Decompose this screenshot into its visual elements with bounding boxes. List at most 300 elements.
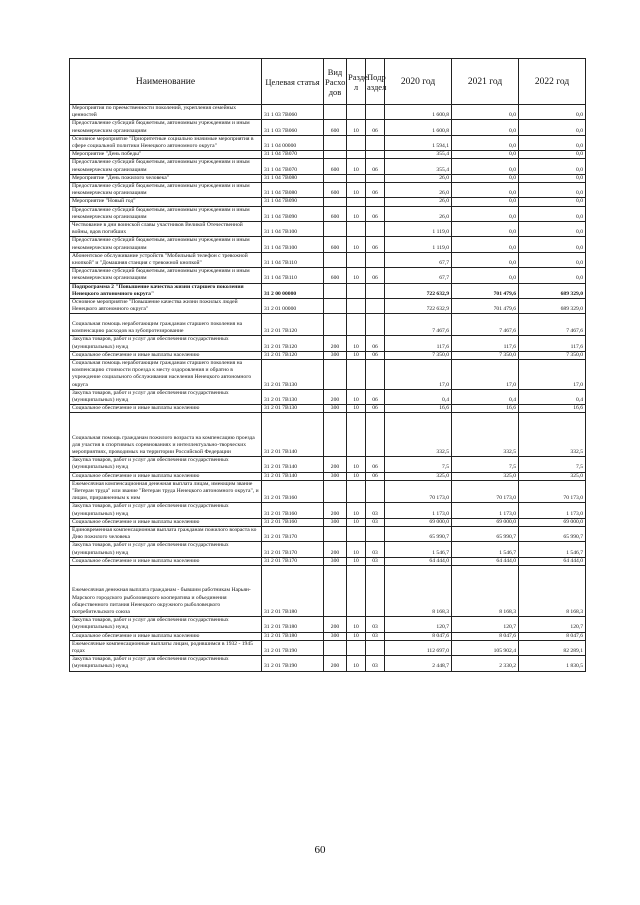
row-value-2020: 8 047,6	[385, 632, 452, 640]
row-subsection	[366, 566, 385, 617]
row-value-2022: 0,0	[519, 268, 586, 283]
row-value-2020: 16,6	[385, 405, 452, 413]
row-target-article: 31 1 04 7В100	[262, 222, 324, 237]
table-body	[70, 105, 586, 672]
row-expense-type: 600	[324, 237, 347, 252]
table-row	[70, 336, 586, 351]
row-value-2020: 26,0	[385, 174, 452, 182]
row-section	[347, 566, 366, 617]
row-value-2022: 325,0	[519, 472, 586, 480]
row-value-2021: 65 990,7	[452, 527, 519, 542]
row-section	[347, 135, 366, 150]
row-value-2020: 325,0	[385, 472, 452, 480]
row-name: Ежемесячная компенсационная денежная выплата лицам, имеющим звание "Ветеран труда" или звание "Ветеран труда Ненецкого автономного округа", и лицам, приравненным к ним	[70, 480, 262, 503]
row-value-2021: 0,0	[452, 105, 519, 120]
row-target-article: 31 1 04 7В070	[262, 151, 324, 159]
row-expense-type: 600	[324, 268, 347, 283]
row-value-2020: 8 168,3	[385, 566, 452, 617]
row-value-2021: 70 173,0	[452, 480, 519, 503]
budget-table-sheet	[69, 58, 585, 672]
row-value-2020: 1 594,1	[385, 135, 452, 150]
row-section: 10	[347, 351, 366, 359]
row-value-2020: 69 000,0	[385, 518, 452, 526]
row-value-2021: 16,6	[452, 405, 519, 413]
row-value-2021: 8 168,3	[452, 566, 519, 617]
row-value-2020: 1 600,8	[385, 120, 452, 135]
row-target-article: 31 2 01 7В170	[262, 542, 324, 557]
row-name: Закупка товаров, работ и услуг для обеспечения государственных (муниципальных) нужд	[70, 457, 262, 472]
row-target-article: 31 2 00 00000	[262, 283, 324, 298]
row-name: Социальное обеспечение и иные выплаты населению	[70, 632, 262, 640]
row-target-article: 31 1 04 7В110	[262, 252, 324, 267]
header-expense-type: Вид Расхо дов	[324, 59, 347, 105]
row-subsection: 03	[366, 518, 385, 526]
row-value-2020: 26,0	[385, 206, 452, 221]
row-section: 10	[347, 518, 366, 526]
row-section	[347, 640, 366, 655]
row-subsection: 06	[366, 405, 385, 413]
row-expense-type	[324, 359, 347, 389]
row-value-2020: 1 546,7	[385, 542, 452, 557]
row-value-2021: 0,0	[452, 206, 519, 221]
row-value-2021: 0,0	[452, 159, 519, 174]
table-row	[70, 351, 586, 359]
page-number: 60	[314, 844, 326, 856]
row-section	[347, 314, 366, 336]
row-value-2020: 7 467,6	[385, 314, 452, 336]
row-value-2022: 0,0	[519, 174, 586, 182]
row-subsection: 03	[366, 542, 385, 557]
row-expense-type: 300	[324, 632, 347, 640]
row-expense-type: 200	[324, 656, 347, 671]
row-value-2020: 17,0	[385, 359, 452, 389]
table-row	[70, 268, 586, 283]
row-value-2022: 0,0	[519, 151, 586, 159]
row-target-article: 31 2 01 7В130	[262, 359, 324, 389]
row-value-2022: 1 546,7	[519, 542, 586, 557]
row-target-article: 31 2 01 7В140	[262, 457, 324, 472]
row-name: Социальное обеспечение и иные выплаты населению	[70, 351, 262, 359]
row-expense-type: 300	[324, 405, 347, 413]
row-expense-type: 300	[324, 557, 347, 565]
table-row	[70, 632, 586, 640]
row-section: 10	[347, 632, 366, 640]
row-section	[347, 413, 366, 457]
row-name: Предоставление субсидий бюджетным, автономным учреждениям и иным некоммерческим организациям	[70, 183, 262, 198]
row-subsection	[366, 283, 385, 298]
row-subsection	[366, 314, 385, 336]
row-value-2020: 722 632,9	[385, 283, 452, 298]
table-row	[70, 503, 586, 518]
row-expense-type	[324, 527, 347, 542]
row-subsection	[366, 480, 385, 503]
row-value-2022: 0,0	[519, 135, 586, 150]
row-section: 10	[347, 206, 366, 221]
row-value-2020: 1 119,0	[385, 222, 452, 237]
row-expense-type: 600	[324, 206, 347, 221]
row-value-2022: 0,0	[519, 222, 586, 237]
row-value-2020: 70 173,0	[385, 480, 452, 503]
table-row	[70, 518, 586, 526]
row-value-2020: 26,0	[385, 198, 452, 206]
row-value-2022: 117,6	[519, 336, 586, 351]
row-expense-type	[324, 314, 347, 336]
row-value-2020: 355,4	[385, 151, 452, 159]
row-section: 10	[347, 268, 366, 283]
row-subsection	[366, 222, 385, 237]
table-row	[70, 457, 586, 472]
row-value-2022: 1 173,0	[519, 503, 586, 518]
row-target-article: 31 2 01 7В140	[262, 472, 324, 480]
row-value-2021: 325,0	[452, 472, 519, 480]
row-subsection	[366, 359, 385, 389]
row-target-article: 31 1 04 7В100	[262, 237, 324, 252]
row-value-2022: 1 830,5	[519, 656, 586, 671]
row-value-2022: 82 289,1	[519, 640, 586, 655]
table-row	[70, 640, 586, 655]
row-name: Социальное обеспечение и иные выплаты населению	[70, 518, 262, 526]
row-value-2020: 65 990,7	[385, 527, 452, 542]
row-value-2022: 7 467,6	[519, 314, 586, 336]
table-row	[70, 206, 586, 221]
row-section	[347, 151, 366, 159]
table-row	[70, 557, 586, 565]
row-subsection	[366, 174, 385, 182]
row-value-2020: 26,0	[385, 183, 452, 198]
row-section	[347, 105, 366, 120]
row-subsection: 06	[366, 351, 385, 359]
row-name: Предоставление субсидий бюджетным, автономным учреждениям и иным некоммерческим организациям	[70, 268, 262, 283]
row-expense-type	[324, 135, 347, 150]
row-expense-type: 300	[324, 472, 347, 480]
row-name: Социальная помощь гражданам пожилого возраста на компенсацию проезда для участия в спортивных соревнованиях и интеллектуально-творческих мероприятиях, проводимых на территории Российской Федерации	[70, 413, 262, 457]
row-target-article: 31 2 01 7В190	[262, 640, 324, 655]
row-target-article: 31 1 03 7В060	[262, 105, 324, 120]
table-row	[70, 413, 586, 457]
row-name: Предоставление субсидий бюджетным, автономным учреждениям и иным некоммерческим организациям	[70, 206, 262, 221]
header-year-2022: 2022 год	[519, 59, 586, 105]
table-row	[70, 151, 586, 159]
row-name: Социальное обеспечение и иные выплаты населению	[70, 557, 262, 565]
row-subsection: 06	[366, 457, 385, 472]
row-value-2022: 64 444,0	[519, 557, 586, 565]
row-subsection	[366, 198, 385, 206]
row-value-2022: 0,0	[519, 252, 586, 267]
row-value-2021: 0,0	[452, 174, 519, 182]
row-value-2022: 689 329,0	[519, 283, 586, 298]
row-value-2021: 0,0	[452, 222, 519, 237]
row-section	[347, 359, 366, 389]
row-value-2022: 689 329,0	[519, 299, 586, 314]
row-name: Чествование в дни воинской славы участников Великой Отечественной войны, вдов погибших	[70, 222, 262, 237]
header-name: Наименование	[70, 59, 262, 105]
row-subsection	[366, 640, 385, 655]
row-value-2021: 2 330,2	[452, 656, 519, 671]
row-expense-type	[324, 151, 347, 159]
table-row	[70, 527, 586, 542]
row-value-2021: 0,0	[452, 252, 519, 267]
row-subsection	[366, 527, 385, 542]
row-target-article: 31 2 01 7В160	[262, 518, 324, 526]
row-value-2022: 0,0	[519, 105, 586, 120]
row-target-article: 31 2 01 7В180	[262, 566, 324, 617]
row-subsection: 06	[366, 206, 385, 221]
table-row	[70, 359, 586, 389]
row-section	[347, 283, 366, 298]
row-section: 10	[347, 405, 366, 413]
row-name: Мероприятия по преемственности поколений, укрепления семейных ценностей	[70, 105, 262, 120]
row-value-2021: 7 350,0	[452, 351, 519, 359]
row-subsection	[366, 135, 385, 150]
row-name: Ежемесячные компенсационные выплаты лицам, родившимся в 1932 - 1945 годах	[70, 640, 262, 655]
row-subsection	[366, 151, 385, 159]
row-expense-type: 200	[324, 503, 347, 518]
row-expense-type: 600	[324, 120, 347, 135]
row-name: Закупка товаров, работ и услуг для обеспечения государственных (муниципальных) нужд	[70, 503, 262, 518]
row-value-2021: 0,0	[452, 151, 519, 159]
row-name: Социальная помощь неработающим гражданам старшего поколения на компенсацию расходов на зубопротезирование	[70, 314, 262, 336]
row-target-article: 31 1 04 7В080	[262, 183, 324, 198]
row-value-2022: 0,4	[519, 389, 586, 404]
row-name: Предоставление субсидий бюджетным, автономным учреждениям и иным некоммерческим организациям	[70, 120, 262, 135]
header-section: Разде л	[347, 59, 366, 105]
table-row	[70, 656, 586, 671]
row-target-article: 31 1 04 7В090	[262, 198, 324, 206]
row-value-2021: 701 479,6	[452, 283, 519, 298]
table-row	[70, 472, 586, 480]
row-target-article: 31 2 01 7В190	[262, 656, 324, 671]
table-row	[70, 222, 586, 237]
row-value-2021: 1 173,0	[452, 503, 519, 518]
row-value-2021: 701 479,6	[452, 299, 519, 314]
row-value-2020: 2 448,7	[385, 656, 452, 671]
row-name: Закупка товаров, работ и услуг для обеспечения государственных (муниципальных) нужд	[70, 656, 262, 671]
table-row	[70, 105, 586, 120]
row-expense-type	[324, 105, 347, 120]
row-expense-type: 200	[324, 457, 347, 472]
table-row	[70, 120, 586, 135]
header-target-article: Целевая статья	[262, 59, 324, 105]
row-section	[347, 527, 366, 542]
row-section: 10	[347, 336, 366, 351]
row-expense-type: 200	[324, 389, 347, 404]
row-section: 10	[347, 617, 366, 632]
row-name: Мероприятие "Новый год"	[70, 198, 262, 206]
row-section: 10	[347, 237, 366, 252]
row-value-2021: 0,0	[452, 268, 519, 283]
header-subsection: Подр аздел	[366, 59, 385, 105]
row-target-article: 31 2 01 7В170	[262, 527, 324, 542]
row-value-2020: 332,5	[385, 413, 452, 457]
row-value-2020: 67,7	[385, 252, 452, 267]
table-row	[70, 252, 586, 267]
row-expense-type: 300	[324, 351, 347, 359]
row-value-2021: 105 902,4	[452, 640, 519, 655]
row-name: Подпрограмма 2 "Повышение качества жизни старшего поколения Ненецкого автономного округа"	[70, 283, 262, 298]
row-value-2021: 1 546,7	[452, 542, 519, 557]
row-expense-type: 600	[324, 183, 347, 198]
row-subsection: 03	[366, 503, 385, 518]
row-name: Ежемесячная денежная выплата гражданам - бывшим работникам Нарьян-Марского городского рыболовецкого кооператива и объединения общественного питания Ненецкого окружного рыболовецкого потребительского союза	[70, 566, 262, 617]
row-value-2022: 8 168,3	[519, 566, 586, 617]
row-section: 10	[347, 120, 366, 135]
row-name: Закупка товаров, работ и услуг для обеспечения государственных (муниципальных) нужд	[70, 617, 262, 632]
row-value-2022: 8 047,6	[519, 632, 586, 640]
row-target-article: 31 2 01 7В180	[262, 617, 324, 632]
row-target-article: 31 2 01 7В120	[262, 351, 324, 359]
row-target-article: 31 1 04 7В090	[262, 206, 324, 221]
row-value-2021: 7 467,6	[452, 314, 519, 336]
row-value-2020: 117,6	[385, 336, 452, 351]
row-subsection: 06	[366, 472, 385, 480]
row-subsection: 06	[366, 120, 385, 135]
table-row	[70, 480, 586, 503]
row-target-article: 31 1 03 7В060	[262, 120, 324, 135]
table-row	[70, 283, 586, 298]
row-value-2022: 0,0	[519, 206, 586, 221]
row-value-2022: 7,5	[519, 457, 586, 472]
row-name: Закупка товаров, работ и услуг для обеспечения государственных (муниципальных) нужд	[70, 336, 262, 351]
row-target-article: 31 2 01 7В180	[262, 632, 324, 640]
row-expense-type	[324, 252, 347, 267]
row-subsection	[366, 105, 385, 120]
row-subsection: 03	[366, 557, 385, 565]
row-name: Закупка товаров, работ и услуг для обеспечения государственных (муниципальных) нужд	[70, 389, 262, 404]
row-section	[347, 198, 366, 206]
row-value-2021: 0,0	[452, 237, 519, 252]
row-target-article: 31 2 01 7В120	[262, 314, 324, 336]
row-expense-type	[324, 222, 347, 237]
row-target-article: 31 1 04 7В080	[262, 174, 324, 182]
row-target-article: 31 2 01 00000	[262, 299, 324, 314]
row-subsection: 06	[366, 389, 385, 404]
row-value-2020: 120,7	[385, 617, 452, 632]
table-row	[70, 405, 586, 413]
row-expense-type: 200	[324, 617, 347, 632]
row-expense-type	[324, 640, 347, 655]
row-value-2021: 117,6	[452, 336, 519, 351]
row-subsection: 06	[366, 268, 385, 283]
row-value-2022: 16,6	[519, 405, 586, 413]
row-value-2020: 722 632,9	[385, 299, 452, 314]
row-expense-type	[324, 480, 347, 503]
row-expense-type: 200	[324, 542, 347, 557]
row-subsection	[366, 299, 385, 314]
row-target-article: 31 2 01 7В130	[262, 389, 324, 404]
table-row	[70, 159, 586, 174]
row-section: 10	[347, 503, 366, 518]
table-row	[70, 183, 586, 198]
row-value-2021: 64 444,0	[452, 557, 519, 565]
row-value-2022: 120,7	[519, 617, 586, 632]
table-row	[70, 237, 586, 252]
row-value-2020: 0,4	[385, 389, 452, 404]
row-section	[347, 299, 366, 314]
header-year-2020: 2020 год	[385, 59, 452, 105]
table-row	[70, 314, 586, 336]
row-target-article: 31 2 01 7В160	[262, 503, 324, 518]
table-row	[70, 566, 586, 617]
row-target-article: 31 2 01 7В170	[262, 557, 324, 565]
row-name: Социальное обеспечение и иные выплаты населению	[70, 405, 262, 413]
row-section: 10	[347, 183, 366, 198]
row-expense-type	[324, 283, 347, 298]
row-expense-type: 600	[324, 159, 347, 174]
row-subsection	[366, 413, 385, 457]
row-target-article: 31 2 01 7В160	[262, 480, 324, 503]
row-section: 10	[347, 557, 366, 565]
row-value-2021: 0,4	[452, 389, 519, 404]
row-subsection: 06	[366, 237, 385, 252]
row-expense-type	[324, 174, 347, 182]
row-target-article: 31 1 04 7В110	[262, 268, 324, 283]
row-subsection: 06	[366, 336, 385, 351]
table-row	[70, 135, 586, 150]
row-value-2022: 0,0	[519, 198, 586, 206]
row-value-2022: 0,0	[519, 120, 586, 135]
table-row	[70, 389, 586, 404]
row-expense-type: 200	[324, 336, 347, 351]
row-subsection: 03	[366, 656, 385, 671]
row-name: Социальная помощь неработающим гражданам старшего поколения на компенсацию стоимости проезда к месту оздоровления и обратно в учреждение социального обслуживания населения Ненецкого автономного округа	[70, 359, 262, 389]
row-value-2021: 0,0	[452, 120, 519, 135]
table-row	[70, 542, 586, 557]
row-name: Основное мероприятие "Повышение качества жизни пожилых людей Ненецкого автономного округа"	[70, 299, 262, 314]
row-section: 10	[347, 457, 366, 472]
row-value-2021: 120,7	[452, 617, 519, 632]
row-value-2022: 332,5	[519, 413, 586, 457]
row-name: Единовременная компенсационная выплата гражданам пожилого возраста ко Дню пожилого человека	[70, 527, 262, 542]
row-section	[347, 480, 366, 503]
row-value-2022: 0,0	[519, 183, 586, 198]
row-expense-type	[324, 299, 347, 314]
row-name: Абонентское обслуживание устройств "Мобильный телефон с тревожной кнопкой" и "Домашняя станция с тревожной кнопкой"	[70, 252, 262, 267]
row-target-article: 31 2 01 7В140	[262, 413, 324, 457]
row-subsection	[366, 252, 385, 267]
row-expense-type: 300	[324, 518, 347, 526]
row-section	[347, 252, 366, 267]
row-value-2022: 17,0	[519, 359, 586, 389]
row-section: 10	[347, 159, 366, 174]
row-subsection: 03	[366, 632, 385, 640]
row-value-2020: 1 600,8	[385, 105, 452, 120]
row-value-2022: 70 173,0	[519, 480, 586, 503]
row-value-2021: 0,0	[452, 135, 519, 150]
row-name: Закупка товаров, работ и услуг для обеспечения государственных (муниципальных) нужд	[70, 542, 262, 557]
row-value-2022: 65 990,7	[519, 527, 586, 542]
row-section: 10	[347, 656, 366, 671]
row-target-article: 31 2 01 7В130	[262, 405, 324, 413]
table-row	[70, 174, 586, 182]
row-value-2022: 0,0	[519, 159, 586, 174]
row-value-2021: 8 047,6	[452, 632, 519, 640]
row-value-2022: 0,0	[519, 237, 586, 252]
row-value-2020: 64 444,0	[385, 557, 452, 565]
row-name: Мероприятие "День победы"	[70, 151, 262, 159]
row-name: Социальное обеспечение и иные выплаты населению	[70, 472, 262, 480]
table-header-row	[70, 59, 586, 105]
row-section	[347, 174, 366, 182]
row-target-article: 31 1 04 00000	[262, 135, 324, 150]
row-expense-type	[324, 413, 347, 457]
table-row	[70, 198, 586, 206]
row-value-2020: 7 350,0	[385, 351, 452, 359]
row-value-2021: 332,5	[452, 413, 519, 457]
row-name: Предоставление субсидий бюджетным, автономным учреждениям и иным некоммерческим организациям	[70, 159, 262, 174]
row-value-2020: 67,7	[385, 268, 452, 283]
row-value-2021: 69 000,0	[452, 518, 519, 526]
header-year-2021: 2021 год	[452, 59, 519, 105]
